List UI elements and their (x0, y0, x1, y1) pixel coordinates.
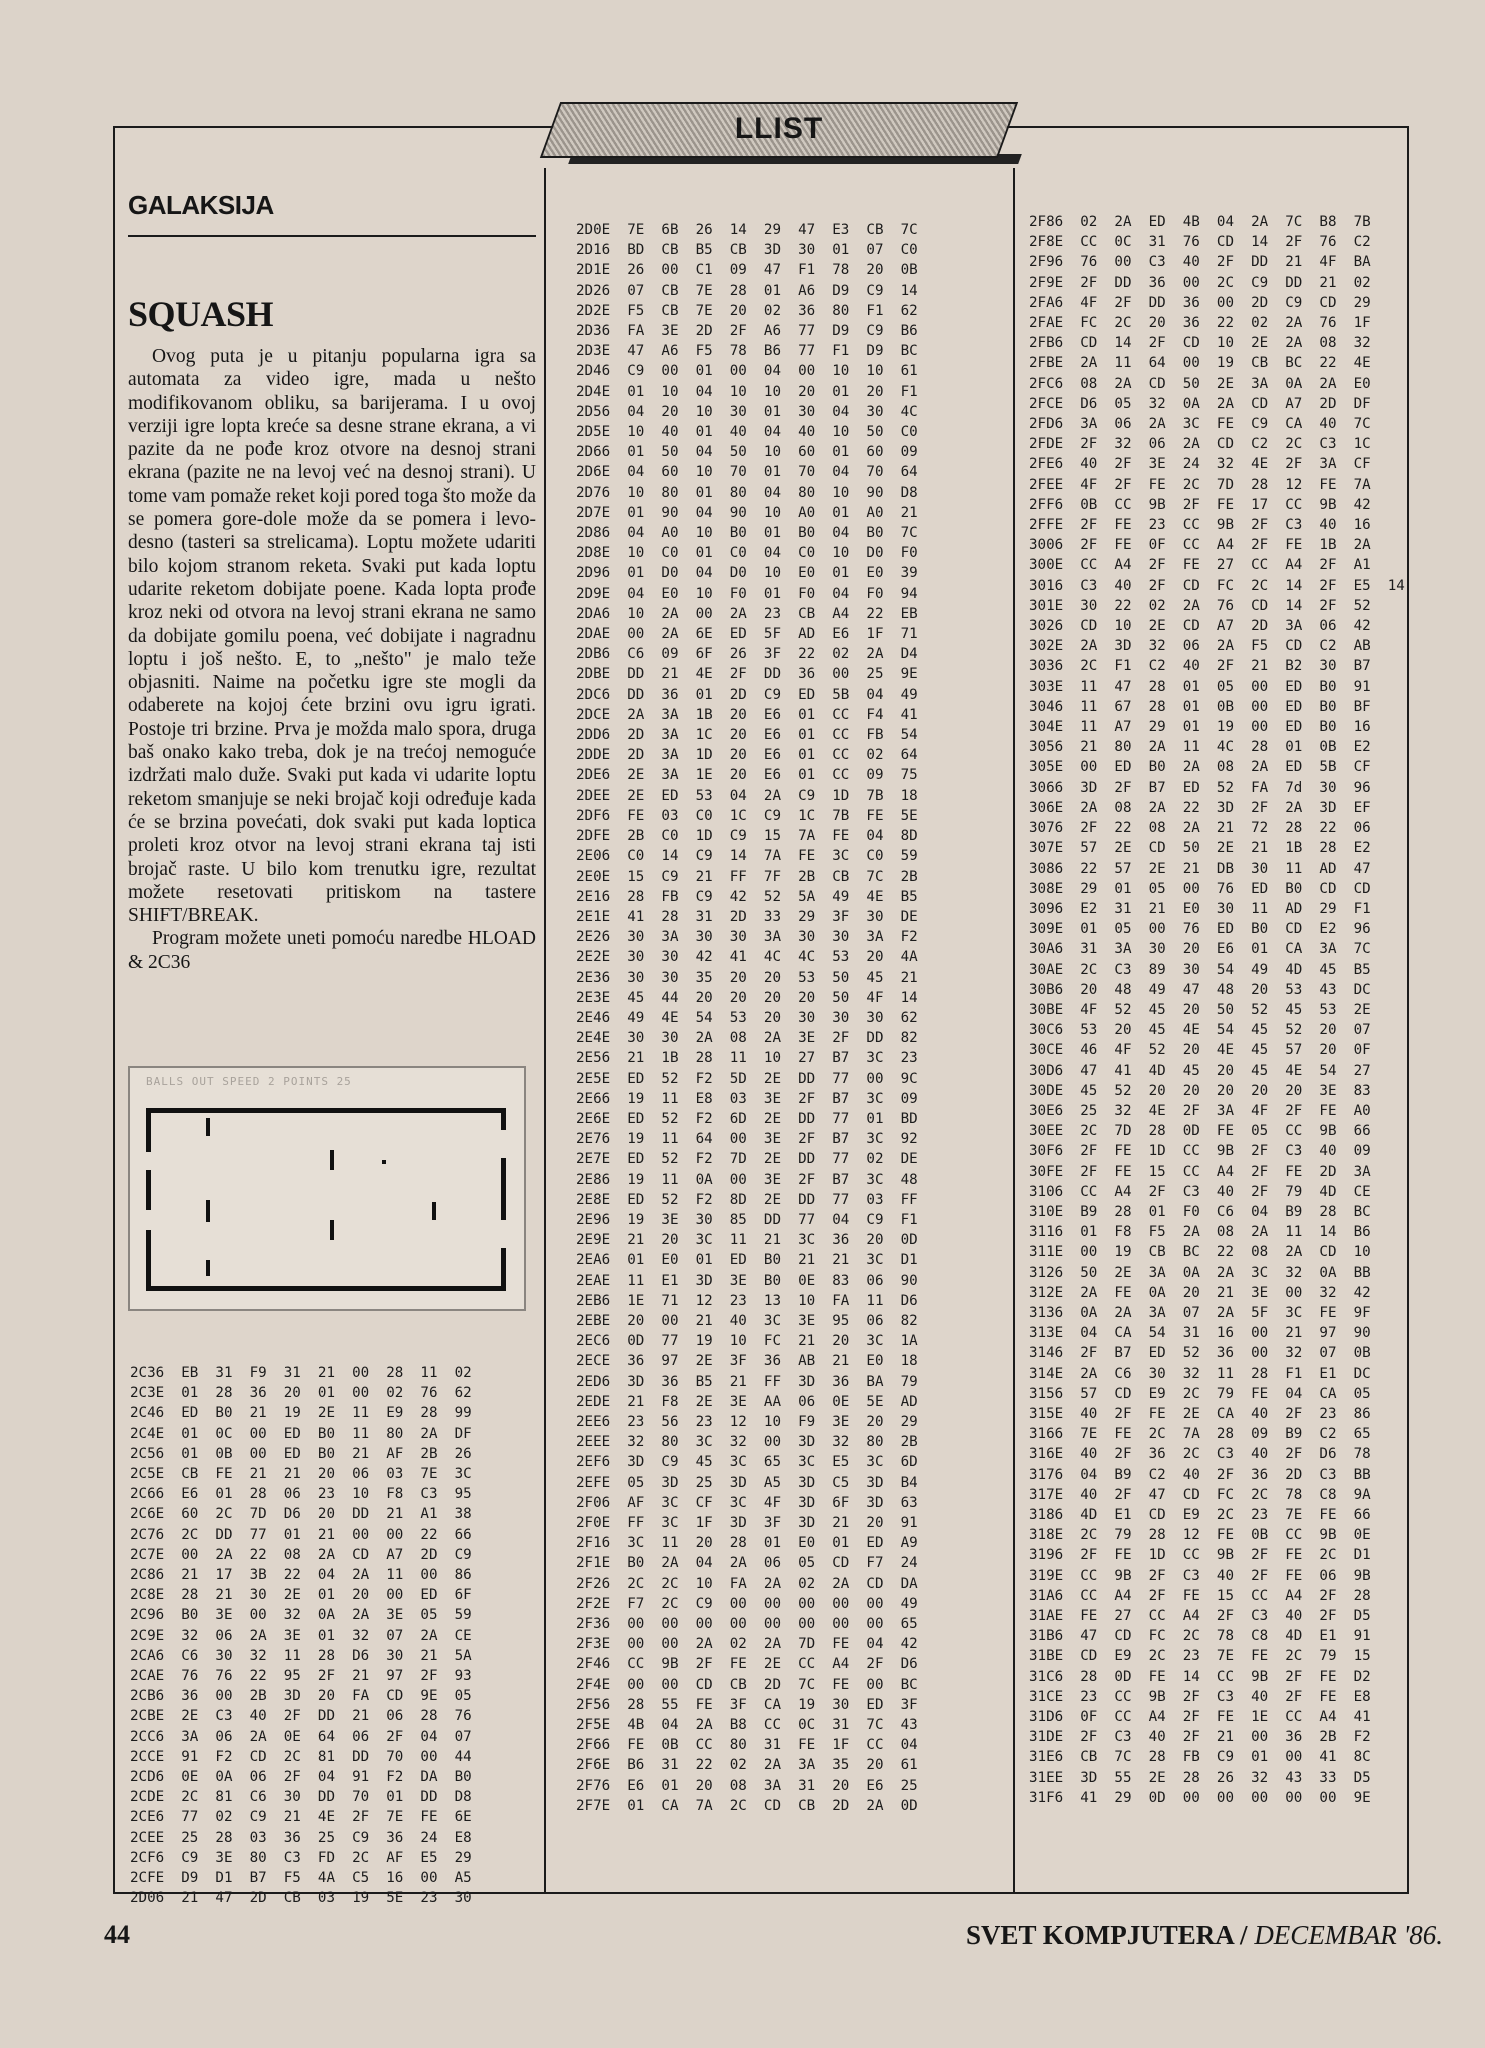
hex-line: 2EC6 0D 77 19 10 FC 21 20 3C 1A (576, 1333, 918, 1350)
llist-header-label: LLIST (734, 112, 824, 145)
hex-line: 2C66 E6 01 28 06 23 10 F8 C3 95 (130, 1486, 472, 1503)
hex-line: 2CC6 3A 06 2A 0E 64 06 2F 04 07 (130, 1728, 472, 1745)
hex-line: 2C9E 32 06 2A 3E 01 32 07 2A CE (130, 1627, 472, 1644)
hex-line: 309E 01 05 00 76 ED B0 CD E2 96 (1029, 921, 1371, 938)
hex-line: 2ECE 36 97 2E 3F 36 AB 21 E0 18 (576, 1353, 918, 1370)
hex-line: 2E8E ED 52 F2 8D 2E DD 77 03 FF (576, 1191, 918, 1208)
hex-line: 2D2E F5 CB 7E 20 02 36 80 F1 62 (576, 302, 918, 319)
hex-line: 3096 E2 31 21 E0 30 11 AD 29 F1 (1029, 900, 1371, 917)
hex-line: 2D4E 01 10 04 10 10 20 01 20 F1 (576, 383, 918, 400)
hex-line: 2D9E 04 E0 10 F0 01 F0 04 F0 94 (576, 585, 918, 602)
hex-line: 31C6 28 0D FE 14 CC 9B 2F FE D2 (1029, 1668, 1371, 1685)
barrier-5 (330, 1220, 334, 1240)
hex-line: 2E5E ED 52 F2 5D 2E DD 77 00 9C (576, 1070, 918, 1087)
hex-line: 2CA6 C6 30 32 11 28 D6 30 21 5A (130, 1647, 472, 1664)
hex-line: 3036 2C F1 C2 40 2F 21 B2 30 B7 (1029, 658, 1371, 675)
hex-line: 2ED6 3D 36 B5 21 FF 3D 36 BA 79 (576, 1373, 918, 1390)
hex-line: 2EB6 1E 71 12 23 13 10 FA 11 D6 (576, 1292, 918, 1309)
hex-line: 2EF6 3D C9 45 3C 65 3C E5 3C 6D (576, 1454, 918, 1471)
hex-line: 2F06 AF 3C CF 3C 4F 3D 6F 3D 63 (576, 1494, 918, 1511)
section-rule (128, 235, 536, 237)
hex-line: 31EE 3D 55 2E 28 26 32 43 33 D5 (1029, 1769, 1371, 1786)
hex-line: 2C56 01 0B 00 ED B0 21 AF 2B 26 (130, 1445, 472, 1462)
hex-line: 2F56 28 55 FE 3F CA 19 30 ED 3F (576, 1696, 918, 1713)
hex-line: 2CDE 2C 81 C6 30 DD 70 01 DD D8 (130, 1789, 472, 1806)
hex-line: 31F6 41 29 0D 00 00 00 00 00 9E (1029, 1789, 1371, 1806)
game-court (142, 1090, 510, 1300)
hex-line: 3016 C3 40 2F CD FC 2C 14 2F E5 14 (1029, 577, 1405, 594)
hex-line: 2F5E 4B 04 2A B8 CC 0C 31 7C 43 (576, 1717, 918, 1734)
ball (382, 1160, 386, 1164)
hex-listing-column-3 (1029, 212, 1405, 1808)
barrier-2 (206, 1200, 210, 1222)
hex-line: 2FB6 CD 14 2F CD 10 2E 2A 08 32 (1029, 335, 1371, 352)
hex-line: 2EA6 01 E0 01 ED B0 21 21 3C D1 (576, 1252, 918, 1269)
hex-line: 304E 11 A7 29 01 19 00 ED B0 16 (1029, 719, 1371, 736)
hex-line: 2E6E ED 52 F2 6D 2E DD 77 01 BD (576, 1110, 918, 1127)
hex-line: 3126 50 2E 3A 0A 2A 3C 32 0A BB (1029, 1264, 1371, 1281)
hex-line: 2E3E 45 44 20 20 20 20 50 4F 14 (576, 989, 918, 1006)
hex-line: 31E6 CB 7C 28 FB C9 01 00 41 8C (1029, 1749, 1371, 1766)
hex-line: 2D66 01 50 04 50 10 60 01 60 09 (576, 444, 918, 461)
court-right-wall-top (501, 1108, 506, 1130)
hex-line: 2F76 E6 01 20 08 3A 31 20 E6 25 (576, 1777, 918, 1794)
hex-line: 2FAE FC 2C 20 36 22 02 2A 76 1F (1029, 315, 1371, 332)
hex-line: 30AE 2C C3 89 30 54 49 4D 45 B5 (1029, 961, 1371, 978)
hex-line: 2C36 EB 31 F9 31 21 00 28 11 02 (130, 1365, 472, 1381)
hex-line: 30D6 47 41 4D 45 20 45 4E 54 27 (1029, 1062, 1371, 1079)
hex-line: 2F36 00 00 00 00 00 00 00 00 65 (576, 1616, 918, 1633)
hex-line: 2C4E 01 0C 00 ED B0 11 80 2A DF (130, 1425, 472, 1442)
hex-line: 2C8E 28 21 30 2E 01 20 00 ED 6F (130, 1587, 472, 1604)
hex-line: 2DE6 2E 3A 1E 20 E6 01 CC 09 75 (576, 767, 918, 784)
hex-line: 2D0E 7E 6B 26 14 29 47 E3 CB 7C (576, 222, 918, 238)
hex-line: 2C96 B0 3E 00 32 0A 2A 3E 05 59 (130, 1607, 472, 1624)
hex-line: 31A6 CC A4 2F FE 15 CC A4 2F 28 (1029, 1587, 1371, 1604)
hex-line: 2E36 30 30 35 20 20 53 50 45 21 (576, 969, 918, 986)
court-left-wall-top (146, 1108, 151, 1152)
hex-line: 3026 CD 10 2E CD A7 2D 3A 06 42 (1029, 618, 1371, 635)
hex-line: 2E56 21 1B 28 11 10 27 B7 3C 23 (576, 1050, 918, 1067)
hex-line: 2D3E 47 A6 F5 78 B6 77 F1 D9 BC (576, 343, 918, 360)
section-heading: GALAKSIJA (128, 190, 274, 220)
hex-line: 2DEE 2E ED 53 04 2A C9 1D 7B 18 (576, 787, 918, 804)
hex-line: 2DCE 2A 3A 1B 20 E6 01 CC F4 41 (576, 706, 918, 723)
hex-line: 2E96 19 3E 30 85 DD 77 04 C9 F1 (576, 1211, 918, 1228)
hex-line: 2E66 19 11 E8 03 3E 2F B7 3C 09 (576, 1090, 918, 1107)
hex-line: 2FE6 40 2F 3E 24 32 4E 2F 3A CF (1029, 456, 1371, 473)
court-left-wall-mid (146, 1170, 151, 1210)
hex-line: 3176 04 B9 C2 40 2F 36 2D C3 BB (1029, 1466, 1371, 1483)
barrier-6 (432, 1202, 436, 1220)
court-left-wall-bottom (146, 1230, 151, 1291)
hex-line: 2F2E F7 2C C9 00 00 00 00 00 49 (576, 1595, 918, 1612)
hex-line: 2CD6 0E 0A 06 2F 04 91 F2 DA B0 (130, 1769, 472, 1786)
hex-line: 2D8E 10 C0 01 C0 04 C0 10 D0 F0 (576, 545, 918, 562)
hex-line: 3116 01 F8 F5 2A 08 2A 11 14 B6 (1029, 1224, 1371, 1241)
hex-line: 3046 11 67 28 01 0B 00 ED B0 BF (1029, 698, 1371, 715)
hex-line: 306E 2A 08 2A 22 3D 2F 2A 3D EF (1029, 799, 1371, 816)
hex-line: 2F8E CC 0C 31 76 CD 14 2F 76 C2 (1029, 234, 1371, 251)
hex-line: 2CEE 25 28 03 36 25 C9 36 24 E8 (130, 1829, 472, 1846)
hex-line: 2C3E 01 28 36 20 01 00 02 76 62 (130, 1385, 472, 1402)
hex-line: 2D6E 04 60 10 70 01 70 04 70 64 (576, 464, 918, 481)
issue-date: DECEMBAR '86. (1254, 1920, 1444, 1950)
hex-line: 2CCE 91 F2 CD 2C 81 DD 70 00 44 (130, 1748, 472, 1765)
hex-line: 3076 2F 22 08 2A 21 72 28 22 06 (1029, 820, 1371, 837)
hex-line: 2FD6 3A 06 2A 3C FE C9 CA 40 7C (1029, 416, 1371, 433)
hex-line: 30A6 31 3A 30 20 E6 01 CA 3A 7C (1029, 941, 1371, 958)
magazine-footer (966, 1920, 1443, 1951)
hex-line: 31DE 2F C3 40 2F 21 00 36 2B F2 (1029, 1729, 1371, 1746)
hex-line: 3086 22 57 2E 21 DB 30 11 AD 47 (1029, 860, 1371, 877)
hex-line: 3106 CC A4 2F C3 40 2F 79 4D CE (1029, 1183, 1371, 1200)
hex-line: 305E 00 ED B0 2A 08 2A ED 5B CF (1029, 759, 1371, 776)
hex-line: 2C5E CB FE 21 21 20 06 03 7E 3C (130, 1466, 472, 1483)
court-right-wall-bottom (501, 1248, 506, 1291)
hex-line: 3136 0A 2A 3A 07 2A 5F 3C FE 9F (1029, 1304, 1371, 1321)
hex-line: 2F0E FF 3C 1F 3D 3F 3D 21 20 91 (576, 1515, 918, 1531)
hex-line: 2DA6 10 2A 00 2A 23 CB A4 22 EB (576, 605, 918, 622)
llist-header-box (550, 102, 1022, 162)
hex-line: 2C7E 00 2A 22 08 2A CD A7 2D C9 (130, 1546, 472, 1563)
hex-line: 2C46 ED B0 21 19 2E 11 E9 28 99 (130, 1405, 472, 1422)
hex-line: 2E4E 30 30 2A 08 2A 3E 2F DD 82 (576, 1030, 918, 1047)
hex-line: 3006 2F FE 0F CC A4 2F FE 1B 2A (1029, 537, 1371, 554)
hex-line: 2E46 49 4E 54 53 20 30 30 30 62 (576, 1009, 918, 1026)
hex-line: 30EE 2C 7D 28 0D FE 05 CC 9B 66 (1029, 1123, 1371, 1140)
hex-line: 3146 2F B7 ED 52 36 00 32 07 0B (1029, 1345, 1371, 1362)
hex-line: 2D1E 26 00 C1 09 47 F1 78 20 0B (576, 262, 918, 279)
magazine-name: SVET KOMPJUTERA / (966, 1920, 1248, 1950)
hex-line: 2F1E B0 2A 04 2A 06 05 CD F7 24 (576, 1555, 918, 1572)
hex-line: 31B6 47 CD FC 2C 78 C8 4D E1 91 (1029, 1628, 1371, 1645)
hex-line: 2F46 CC 9B 2F FE 2E CC A4 2F D6 (576, 1656, 918, 1673)
hex-line: 2E7E ED 52 F2 7D 2E DD 77 02 DE (576, 1151, 918, 1168)
hex-line: 316E 40 2F 36 2C C3 40 2F D6 78 (1029, 1446, 1371, 1463)
hex-line: 2D36 FA 3E 2D 2F A6 77 D9 C9 B6 (576, 323, 918, 340)
hex-line: 2E76 19 11 64 00 3E 2F B7 3C 92 (576, 1131, 918, 1148)
hex-line: 30CE 46 4F 52 20 4E 45 57 20 0F (1029, 1042, 1371, 1059)
hex-listing-column-2 (576, 220, 918, 1816)
hex-line: 30E6 25 32 4E 2F 3A 4F 2F FE A0 (1029, 1102, 1371, 1119)
hex-line: 31CE 23 CC 9B 2F C3 40 2F FE E8 (1029, 1688, 1371, 1705)
hex-line: 3196 2F FE 1D CC 9B 2F FE 2C D1 (1029, 1547, 1371, 1564)
hex-line: 2F4E 00 00 CD CB 2D 7C FE 00 BC (576, 1676, 918, 1693)
hex-line: 2D16 BD CB B5 CB 3D 30 01 07 C0 (576, 242, 918, 259)
hex-line: 2D56 04 20 10 30 01 30 04 30 4C (576, 403, 918, 420)
article-body: Ovog puta je u pitanju popularna igra sa automata za video igre, mada u nešto modifikovanom obliku, sa barijerama. I u ovoj verziji igre lopta kreće sa desne strane ekrana, a vi pazite da ne pođe kroz otvore na desnoj strani ekrana (pazite ne na levoj već na desnoj strani). U tome vam pomaže reket koji pored toga što može da se pomera gore-dole može da se pomera i levo-desno (tasteri sa strelicama). Loptu možete udariti bilo kojom stranom reketa. Svaki put kada loptu udarite reketom dobijate poene. Kada lopta prođe kroz neki od otvora na levoj strani ekrana ne samo da dobijate gomilu poena, već dobijate i nagradnu loptu i još nešto. E, to „nešto" je malo teže objasniti. Naime na početku igre ste mogli da odaberete na kojoj ćete brzini ovu igru igrati. Postoje tri brzine. Prva je možda malo spora, druga baš onako kako treba, dok je na trećoj nemoguće izdržati malo duže. Svaki put kada vi udarite loptu reketom smanjuje se neki brojač koji određuje kada će se brzina povećati, dok svaki put kada loptica proleti kroz otvor na levoj strani ekrana taj isti brojač raste. U bilo kom trenutku igre, rezultat možete resetovati pritiskom na tastere SHIFT/BREAK. (128, 346, 536, 927)
hex-line: 2EAE 11 E1 3D 3E B0 0E 83 06 90 (576, 1272, 918, 1289)
hex-line: 2DD6 2D 3A 1C 20 E6 01 CC FB 54 (576, 727, 918, 744)
hex-line: 300E CC A4 2F FE 27 CC A4 2F A1 (1029, 557, 1371, 574)
hex-line: 31AE FE 27 CC A4 2F C3 40 2F D5 (1029, 1608, 1371, 1625)
hex-line: 315E 40 2F FE 2E CA 40 2F 23 86 (1029, 1405, 1371, 1422)
hex-line: 2EE6 23 56 23 12 10 F9 3E 20 29 (576, 1413, 918, 1430)
hex-line: 2E86 19 11 0A 00 3E 2F B7 3C 48 (576, 1171, 918, 1188)
hex-line: 2E2E 30 30 42 41 4C 4C 53 20 4A (576, 949, 918, 966)
hex-line: 2F3E 00 00 2A 02 2A 7D FE 04 42 (576, 1636, 918, 1653)
hex-line: 2DF6 FE 03 C0 1C C9 1C 7B FE 5E (576, 807, 918, 824)
hex-line: 2CF6 C9 3E 80 C3 FD 2C AF E5 29 (130, 1849, 472, 1866)
hex-line: 312E 2A FE 0A 20 21 3E 00 32 42 (1029, 1284, 1371, 1301)
hex-line: 2FA6 4F 2F DD 36 00 2D C9 CD 29 (1029, 294, 1371, 311)
barrier-3 (206, 1260, 210, 1276)
hex-line: 302E 2A 3D 32 06 2A F5 CD C2 AB (1029, 638, 1371, 655)
hex-line: 2D46 C9 00 01 00 04 00 10 10 61 (576, 363, 918, 380)
hex-line: 2FCE D6 05 32 0A 2A CD A7 2D DF (1029, 395, 1371, 412)
hex-line: 3186 4D E1 CD E9 2C 23 7E FE 66 (1029, 1507, 1371, 1523)
hex-line: 30C6 53 20 45 4E 54 45 52 20 07 (1029, 1022, 1371, 1039)
game-screenshot (128, 1066, 526, 1311)
hex-line: 2E26 30 3A 30 30 3A 30 30 3A F2 (576, 929, 918, 946)
hex-line: 2F16 3C 11 20 28 01 E0 01 ED A9 (576, 1535, 918, 1552)
court-right-wall-mid (501, 1158, 506, 1220)
hex-line: 2F86 02 2A ED 4B 04 2A 7C B8 7B (1029, 214, 1371, 230)
article-title: SQUASH (128, 294, 274, 334)
barrier-1 (206, 1118, 210, 1136)
hex-line: 2D86 04 A0 10 B0 01 B0 04 B0 7C (576, 525, 918, 542)
hex-line: 2F96 76 00 C3 40 2F DD 21 4F BA (1029, 254, 1371, 271)
hex-line: 2D06 21 47 2D CB 03 19 5E 23 30 (130, 1890, 472, 1907)
hex-line: 317E 40 2F 47 CD FC 2C 78 C8 9A (1029, 1486, 1371, 1503)
hex-line: 2E9E 21 20 3C 11 21 3C 36 20 0D (576, 1232, 918, 1249)
hex-line: 2DBE DD 21 4E 2F DD 36 00 25 9E (576, 666, 918, 683)
hex-line: 2C86 21 17 3B 22 04 2A 11 00 86 (130, 1567, 472, 1584)
hex-line: 31D6 0F CC A4 2F FE 1E CC A4 41 (1029, 1709, 1371, 1726)
court-bottom-wall (146, 1286, 506, 1291)
hex-line: 2E0E 15 C9 21 FF 7F 2B CB 7C 2B (576, 868, 918, 885)
hex-line: 2FC6 08 2A CD 50 2E 3A 0A 2A E0 (1029, 375, 1371, 392)
hex-listing-column-1 (130, 1363, 472, 1908)
hex-line: 314E 2A C6 30 32 11 28 F1 E1 DC (1029, 1365, 1371, 1382)
hex-line: 2FBE 2A 11 64 00 19 CB BC 22 4E (1029, 355, 1371, 372)
hex-line: 2C6E 60 2C 7D D6 20 DD 21 A1 38 (130, 1506, 472, 1523)
hex-line: 2CB6 36 00 2B 3D 20 FA CD 9E 05 (130, 1688, 472, 1705)
hex-line: 310E B9 28 01 F0 C6 04 B9 28 BC (1029, 1203, 1371, 1220)
hex-line: 2F26 2C 2C 10 FA 2A 02 2A CD DA (576, 1575, 918, 1592)
hex-line: 30DE 45 52 20 20 20 20 20 3E 83 (1029, 1082, 1371, 1099)
hex-line: 2DB6 C6 09 6F 26 3F 22 02 2A D4 (576, 646, 918, 663)
page-number: 44 (104, 1920, 130, 1949)
hex-line: 3056 21 80 2A 11 4C 28 01 0B E2 (1029, 739, 1371, 756)
article-load-instruction: Program možete uneti pomoću naredbe HLOAD & 2C36 (128, 928, 536, 973)
hex-line: 2FDE 2F 32 06 2A CD C2 2C C3 1C (1029, 436, 1371, 453)
hex-line: 2F9E 2F DD 36 00 2C C9 DD 21 02 (1029, 274, 1371, 291)
hex-line: 2E06 C0 14 C9 14 7A FE 3C C0 59 (576, 848, 918, 865)
hex-line: 2D76 10 80 01 80 04 80 10 90 D8 (576, 484, 918, 501)
hex-line: 2CFE D9 D1 B7 F5 4A C5 16 00 A5 (130, 1870, 472, 1887)
hex-line: 3156 57 CD E9 2C 79 FE 04 CA 05 (1029, 1385, 1371, 1402)
hex-line: 2EFE 05 3D 25 3D A5 3D C5 3D B4 (576, 1474, 918, 1491)
hex-line: 30F6 2F FE 1D CC 9B 2F C3 40 09 (1029, 1143, 1371, 1160)
hex-line: 2F6E B6 31 22 02 2A 3A 35 20 61 (576, 1757, 918, 1774)
court-top-wall (146, 1108, 506, 1113)
hex-line: 2DC6 DD 36 01 2D C9 ED 5B 04 49 (576, 686, 918, 703)
hex-line: 30BE 4F 52 45 20 50 52 45 53 2E (1029, 1001, 1371, 1018)
hex-line: 2EEE 32 80 3C 32 00 3D 32 80 2B (576, 1434, 918, 1451)
hex-line: 2CBE 2E C3 40 2F DD 21 06 28 76 (130, 1708, 472, 1725)
hex-line: 2CE6 77 02 C9 21 4E 2F 7E FE 6E (130, 1809, 472, 1826)
hex-line: 2FF6 0B CC 9B 2F FE 17 CC 9B 42 (1029, 496, 1371, 513)
hex-line: 30FE 2F FE 15 CC A4 2F FE 2D 3A (1029, 1163, 1371, 1180)
game-status-line: BALLS OUT SPEED 2 POINTS 25 (146, 1075, 352, 1088)
barrier-4 (330, 1150, 334, 1170)
hex-line: 2D96 01 D0 04 D0 10 E0 01 E0 39 (576, 565, 918, 582)
hex-line: 2F66 FE 0B CC 80 31 FE 1F CC 04 (576, 1737, 918, 1754)
hex-line: 2D7E 01 90 04 90 10 A0 01 A0 21 (576, 504, 918, 521)
hex-line: 30B6 20 48 49 47 48 20 53 43 DC (1029, 981, 1371, 998)
hex-line: 2FFE 2F FE 23 CC 9B 2F C3 40 16 (1029, 517, 1371, 534)
hex-line: 319E CC 9B 2F C3 40 2F FE 06 9B (1029, 1567, 1371, 1584)
hex-line: 2DAE 00 2A 6E ED 5F AD E6 1F 71 (576, 626, 918, 643)
hex-line: 2D5E 10 40 01 40 04 40 10 50 C0 (576, 424, 918, 441)
hex-line: 2F7E 01 CA 7A 2C CD CB 2D 2A 0D (576, 1797, 918, 1814)
hex-line: 2E16 28 FB C9 42 52 5A 49 4E B5 (576, 888, 918, 905)
hex-line: 2EDE 21 F8 2E 3E AA 06 0E 5E AD (576, 1393, 918, 1410)
hex-line: 308E 29 01 05 00 76 ED B0 CD CD (1029, 880, 1371, 897)
hex-line: 2DDE 2D 3A 1D 20 E6 01 CC 02 64 (576, 747, 918, 764)
hex-line: 2FEE 4F 2F FE 2C 7D 28 12 FE 7A (1029, 476, 1371, 493)
hex-line: 3166 7E FE 2C 7A 28 09 B9 C2 65 (1029, 1426, 1371, 1443)
hex-line: 313E 04 CA 54 31 16 00 21 97 90 (1029, 1325, 1371, 1342)
hex-line: 2E1E 41 28 31 2D 33 29 3F 30 DE (576, 908, 918, 925)
hex-line: 301E 30 22 02 2A 76 CD 14 2F 52 (1029, 597, 1371, 614)
article-column (128, 190, 536, 974)
hex-line: 318E 2C 79 28 12 FE 0B CC 9B 0E (1029, 1527, 1371, 1544)
hex-line: 2D26 07 CB 7E 28 01 A6 D9 C9 14 (576, 282, 918, 299)
hex-line: 2DFE 2B C0 1D C9 15 7A FE 04 8D (576, 828, 918, 845)
hex-line: 2C76 2C DD 77 01 21 00 00 22 66 (130, 1526, 472, 1543)
hex-line: 2EBE 20 00 21 40 3C 3E 95 06 82 (576, 1312, 918, 1329)
hex-line: 303E 11 47 28 01 05 00 ED B0 91 (1029, 678, 1371, 695)
column-divider-left (544, 168, 546, 1892)
hex-line: 2CAE 76 76 22 95 2F 21 97 2F 93 (130, 1668, 472, 1685)
hex-line: 3066 3D 2F B7 ED 52 FA 7d 30 96 (1029, 779, 1371, 796)
hex-line: 311E 00 19 CB BC 22 08 2A CD 10 (1029, 1244, 1371, 1261)
hex-line: 31BE CD E9 2C 23 7E FE 2C 79 15 (1029, 1648, 1371, 1665)
column-divider-right (1013, 168, 1015, 1892)
hex-line: 307E 57 2E CD 50 2E 21 1B 28 E2 (1029, 840, 1371, 857)
